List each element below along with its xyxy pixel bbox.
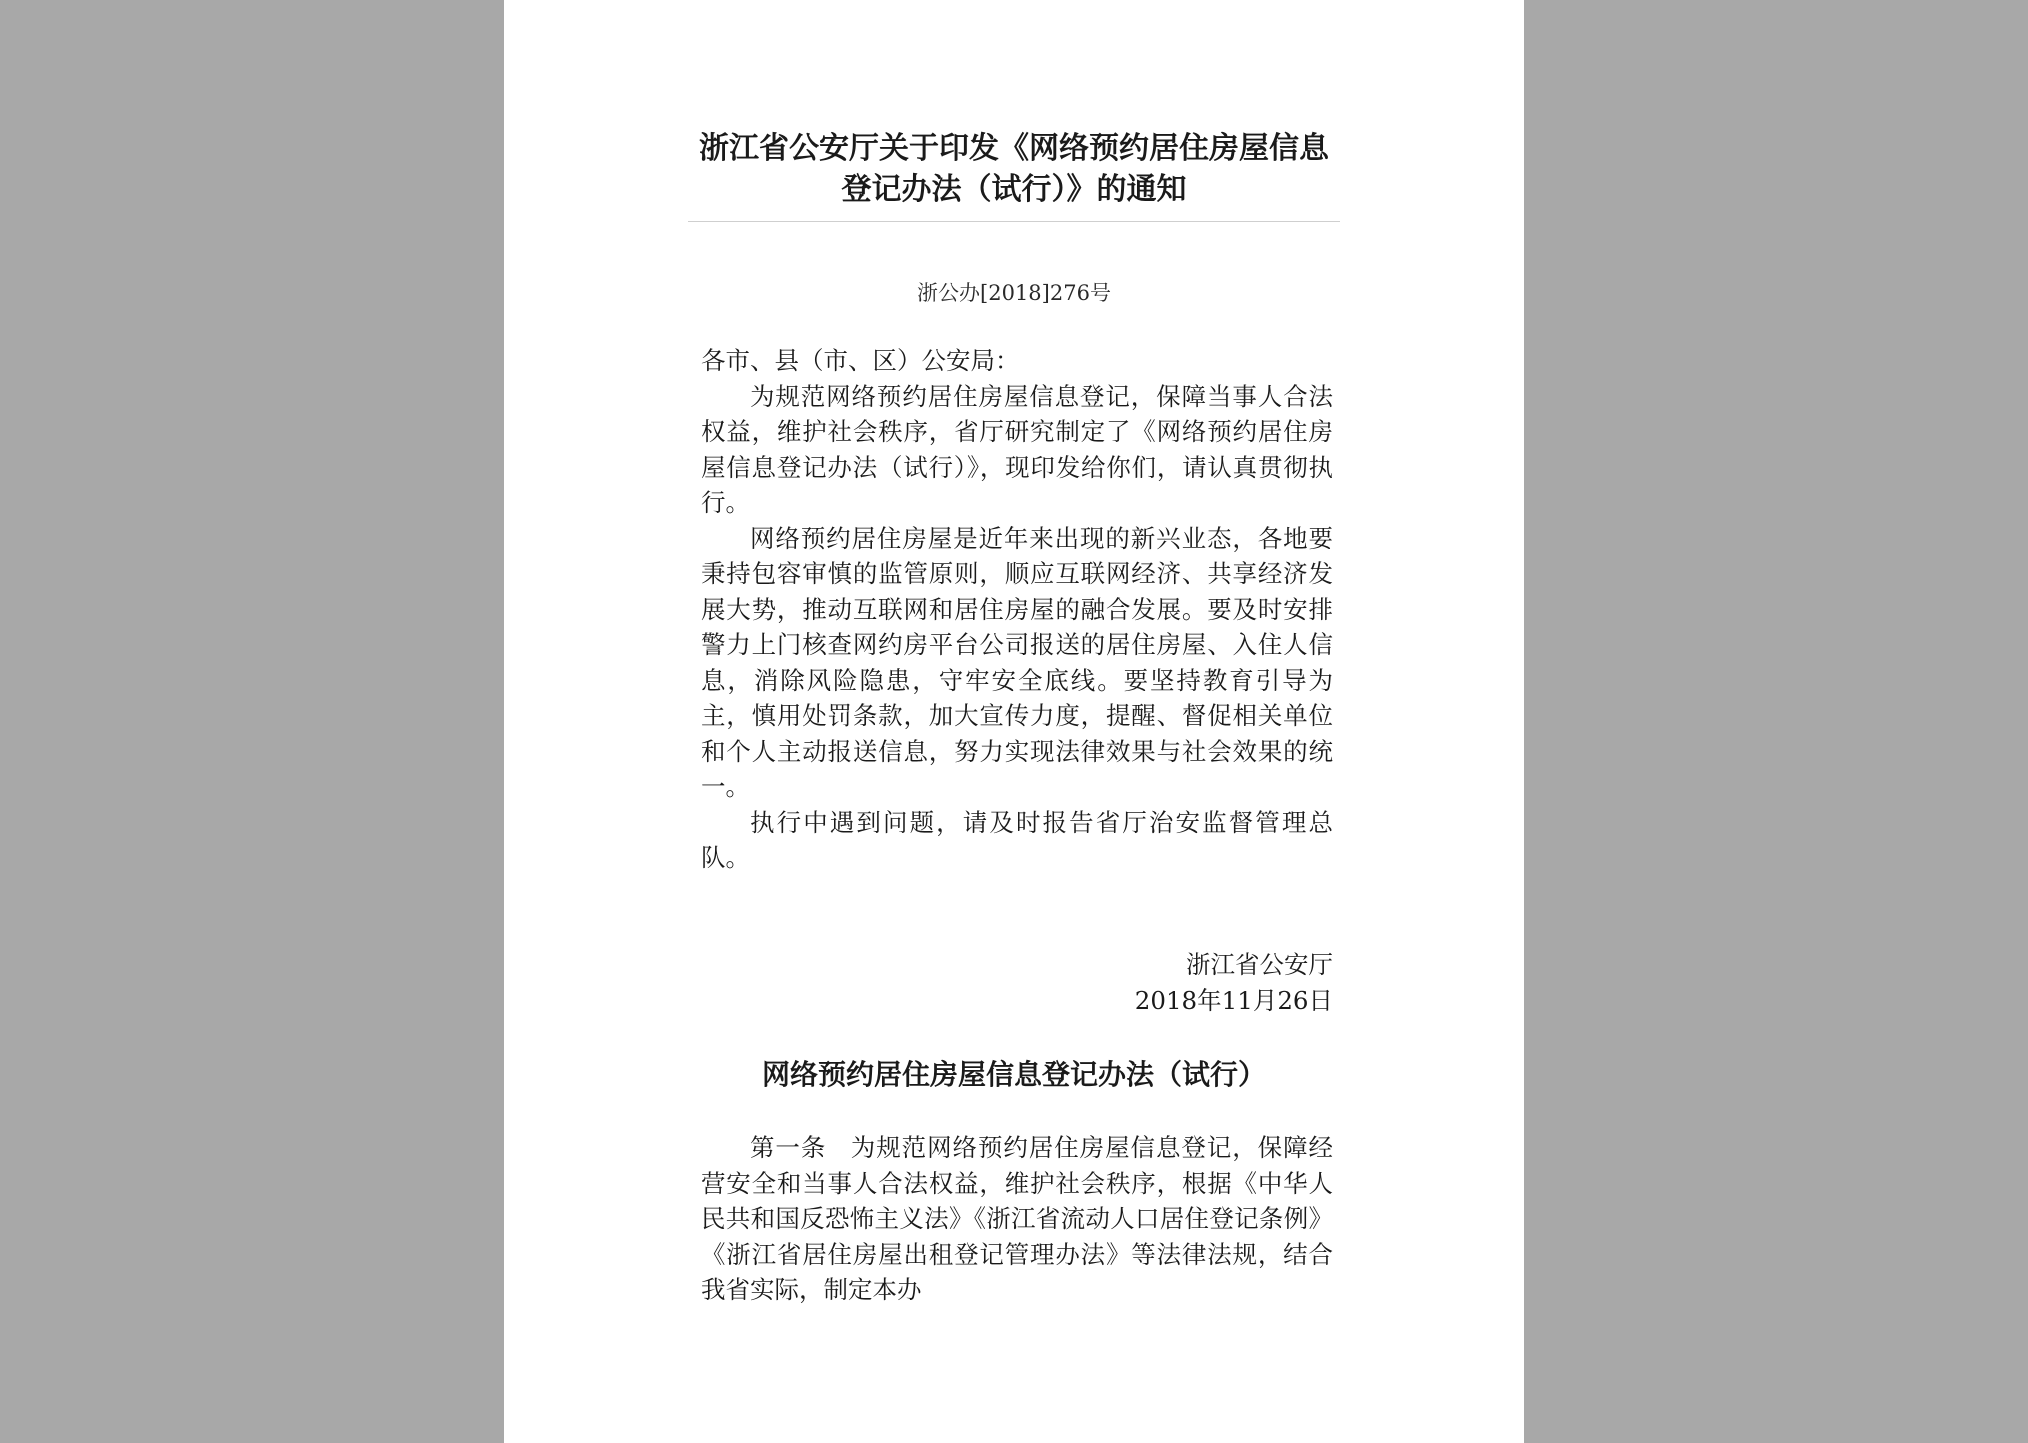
left-viewer-margin [0, 0, 504, 1443]
body-paragraph: 网络预约居住房屋是近年来出现的新兴业态，各地要秉持包容审慎的监管原则，顺应互联网经济、共享经济发展大势，推动互联网和居住房屋的融合发展。要及时安排警力上门核查网约房平台公司报送的居住房屋、入住人信息，消除风险隐患，守牢安全底线。要坚持教育引导为主，慎用处罚条款，加大宣传力度，提醒、督促相关单位和个人主动报送信息，努力实现法律效果与社会效果的统一。 [701, 523, 1333, 801]
body-paragraph: 执行中遇到问题，请及时报告省厅治安监督管理总队。 [701, 807, 1333, 872]
issuer-name: 浙江省公安厅 [1186, 950, 1333, 979]
notice-body [701, 343, 1333, 876]
body-paragraph: 为规范网络预约居住房屋信息登记，保障当事人合法权益，维护社会秩序，省厅研究制定了《网络预约居住房屋信息登记办法（试行）》，现印发给你们，请认真贯彻执行。 [701, 381, 1333, 517]
article-label: 第一条 [750, 1133, 827, 1162]
document-page [504, 0, 1524, 1443]
document-title: 浙江省公安厅关于印发《网络预约居住房屋信息登记办法（试行）》的通知 [699, 131, 1329, 207]
attachment-title: 网络预约居住房屋信息登记办法（试行） [761, 1058, 1266, 1091]
salutation: 各市、县（市、区）公安局： [701, 346, 1020, 375]
signature-block [1004, 947, 1333, 1018]
right-viewer-margin [1524, 0, 2028, 1443]
issue-date: 2018年11月26日 [1134, 985, 1333, 1015]
article-paragraph [701, 1130, 1333, 1308]
document-number: 浙公办[2018]276号 [917, 281, 1111, 305]
article-text: 为规范网络预约居住房屋信息登记，保障经营安全和当事人合法权益，维护社会秩序，根据《中华人民共和国反恐怖主义法》《浙江省流动人口居住登记条例》《浙江省居住房屋出租登记管理办法》等法律法规，结合我省实际，制定本办 [701, 1133, 1334, 1304]
title-divider [688, 221, 1340, 222]
